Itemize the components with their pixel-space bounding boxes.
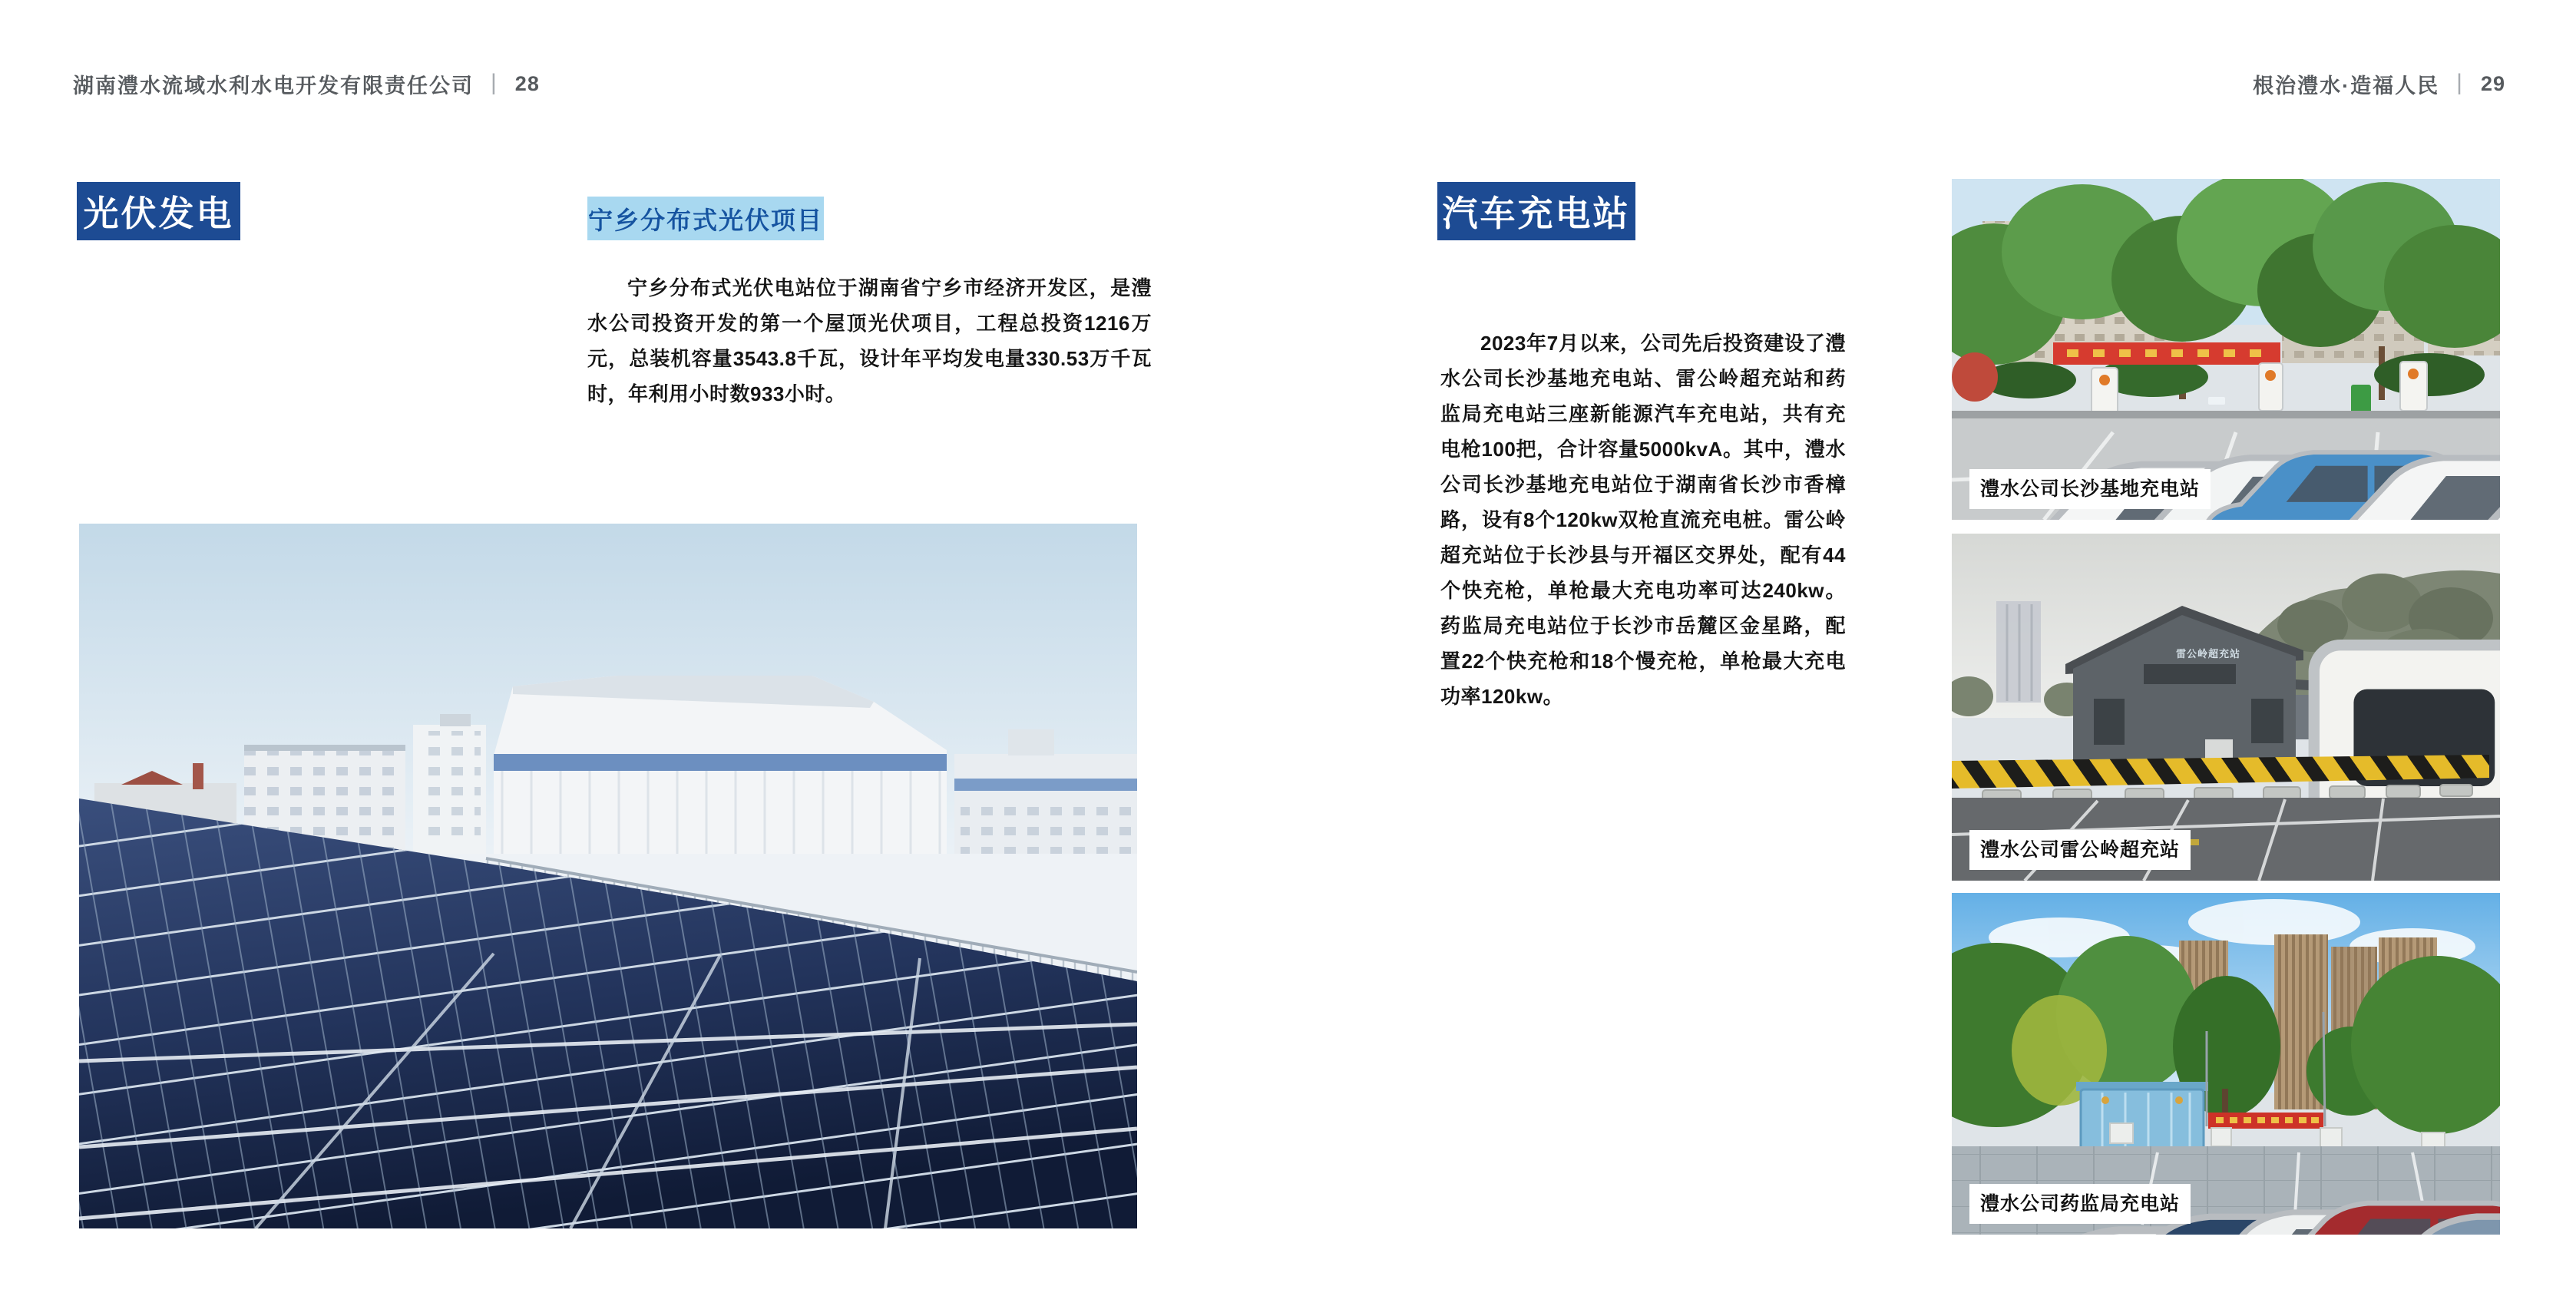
photo-caption-leigongling: 澧水公司雷公岭超充站 (1969, 830, 2191, 870)
yaojianju-station-photo (1952, 893, 2500, 1235)
charging-paragraph: 2023年7月以来，公司先后投资建设了澧水公司长沙基地充电站、雷公岭超充站和药监局充电站三座新能源汽车充电站，共有充电枪100把，合计容量5000kvA。其中，澧水公司长沙基地充电站位于湖南省长沙市香樟路，设有8个120kw双枪直流充电桩。雷公岭超充站位于长沙县与开福区交界处，配有44个快充枪，单枪最大充电功率可达240kw。药监局充电站位于长沙市岳麓区金星路，配置22个快充枪和18个慢充枪，单枪最大充电功率120kw。 (1440, 332, 1846, 708)
station-building-sign: 雷公岭超充站 (2176, 648, 2241, 660)
section-title-charging: 汽车充电站 (1437, 182, 1635, 240)
changsha-base-station-photo (1952, 179, 2500, 520)
subtitle-ningxiang-project: 宁乡分布式光伏项目 (587, 197, 824, 240)
transformer-cabinet (2076, 1082, 2208, 1149)
page-number-right: 29 (2480, 72, 2505, 95)
slogan: 根治澧水·造福人民 (2253, 74, 2440, 98)
header-separator: | (491, 69, 498, 95)
company-name: 湖南澧水流域水利水电开发有限责任公司 (73, 74, 474, 98)
header-separator: | (2456, 69, 2464, 95)
page-number-left: 28 (514, 72, 540, 95)
running-header-left (73, 69, 540, 99)
rooftop-solar-photo (79, 524, 1137, 1228)
running-header-right (2253, 69, 2505, 99)
leigongling-illustration (1952, 534, 2500, 881)
solar-paragraph: 宁乡分布式光伏电站位于湖南省宁乡市经济开发区，是澧水公司投资开发的第一个屋顶光伏项目，工程总投资1216万元，总装机容量3543.8千瓦，设计年平均发电量330.53万千瓦时，年利用小时数933小时。 (587, 276, 1152, 405)
section-title-solar: 光伏发电 (77, 182, 240, 240)
photo-caption-changsha-base: 澧水公司长沙基地充电站 (1969, 469, 2211, 509)
rooftop-solar-illustration (79, 524, 1137, 1228)
banner (2053, 342, 2280, 365)
leigongling-station-photo (1952, 534, 2500, 881)
striped-barrier (1952, 755, 2489, 804)
photo-caption-yaojianju: 澧水公司药监局充电站 (1969, 1184, 2191, 1224)
